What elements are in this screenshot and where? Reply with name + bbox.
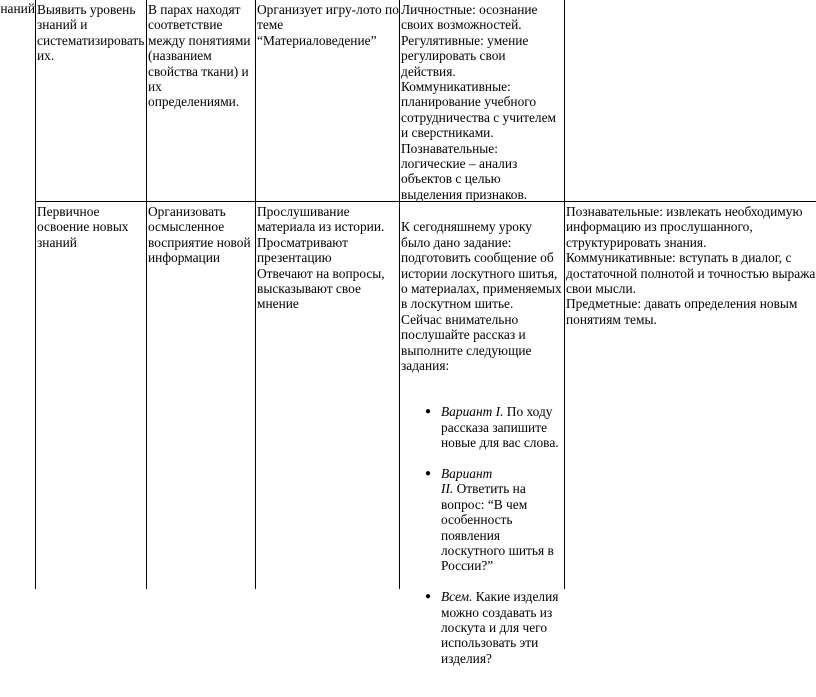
column-border-5 (564, 0, 565, 589)
column-border-1 (35, 0, 36, 589)
row2-col1-text: Первичное освоение новых знаний (37, 204, 129, 250)
list-item (401, 466, 563, 574)
list-item (401, 404, 563, 450)
row1-col0-text: наний (0, 1, 35, 16)
variant-text: Какие изделия можно создавать из лоскута и для чего использовать эти изделия? (441, 589, 559, 666)
row2-col5-text: Познавательные: извлекать необходимую информацию из прослушанного, структурировать знания. Коммуникативные: вступать в диалог, с достаточной полнотой и точностью выража свои мысли. Предметные: давать определения новым понятиям темы. (566, 204, 816, 327)
column-border-3 (255, 0, 256, 589)
bullet-icon: ● (425, 467, 432, 479)
row1-col1-text: Выявить уровень знаний и систематизировать их. (37, 2, 145, 64)
variant-label: Вариант II. (441, 465, 493, 497)
variant-text: По ходу рассказа запишите новые для вас слова. (441, 404, 559, 451)
variant-list (401, 389, 563, 682)
variant-label: Вариант I. (441, 404, 504, 420)
row2-col2-text: Организовать осмысленное восприятие новой информации (148, 204, 251, 266)
list-item (401, 589, 563, 666)
column-border-4 (399, 0, 400, 589)
variant-label: Всем. (441, 589, 473, 605)
bullet-icon: ● (425, 406, 432, 418)
variant-text: Ответить на вопрос: “В чем особенность появления лоскутного шитья в России?” (441, 481, 554, 574)
row2-col4 (401, 204, 563, 697)
bullet-icon: ● (425, 591, 432, 603)
row1-col2-text: В парах находят соответствие между понятиями (названием свойства ткани) и их определениями. (148, 2, 251, 110)
task-intro-text: К сегодняшнему уроку было дано задание: подготовить сообщение об истории лоскутного шитья, о материалах, применяемых в лоскутном шитье. Сейчас внимательно послушайте рассказ и выполните следующие задания: (401, 219, 562, 374)
row1-col3-text: Организует игру-лото по теме “Материаловедение” (257, 2, 399, 48)
row1-col4-text: Личностные: осознание своих возможностей. Регулятивные: умение регулировать свои действия. Коммуникативные: планирование учебного сотрудничества с учителем и сверстниками. Познавательные: логические – анализ объектов с целью выделения признаков. (401, 2, 557, 202)
column-border-2 (146, 0, 147, 589)
row2-col3-text: Прослушивание материала из истории. Просматривают презентацию Отвечают на вопросы, высказывают свое мнение (257, 204, 385, 312)
